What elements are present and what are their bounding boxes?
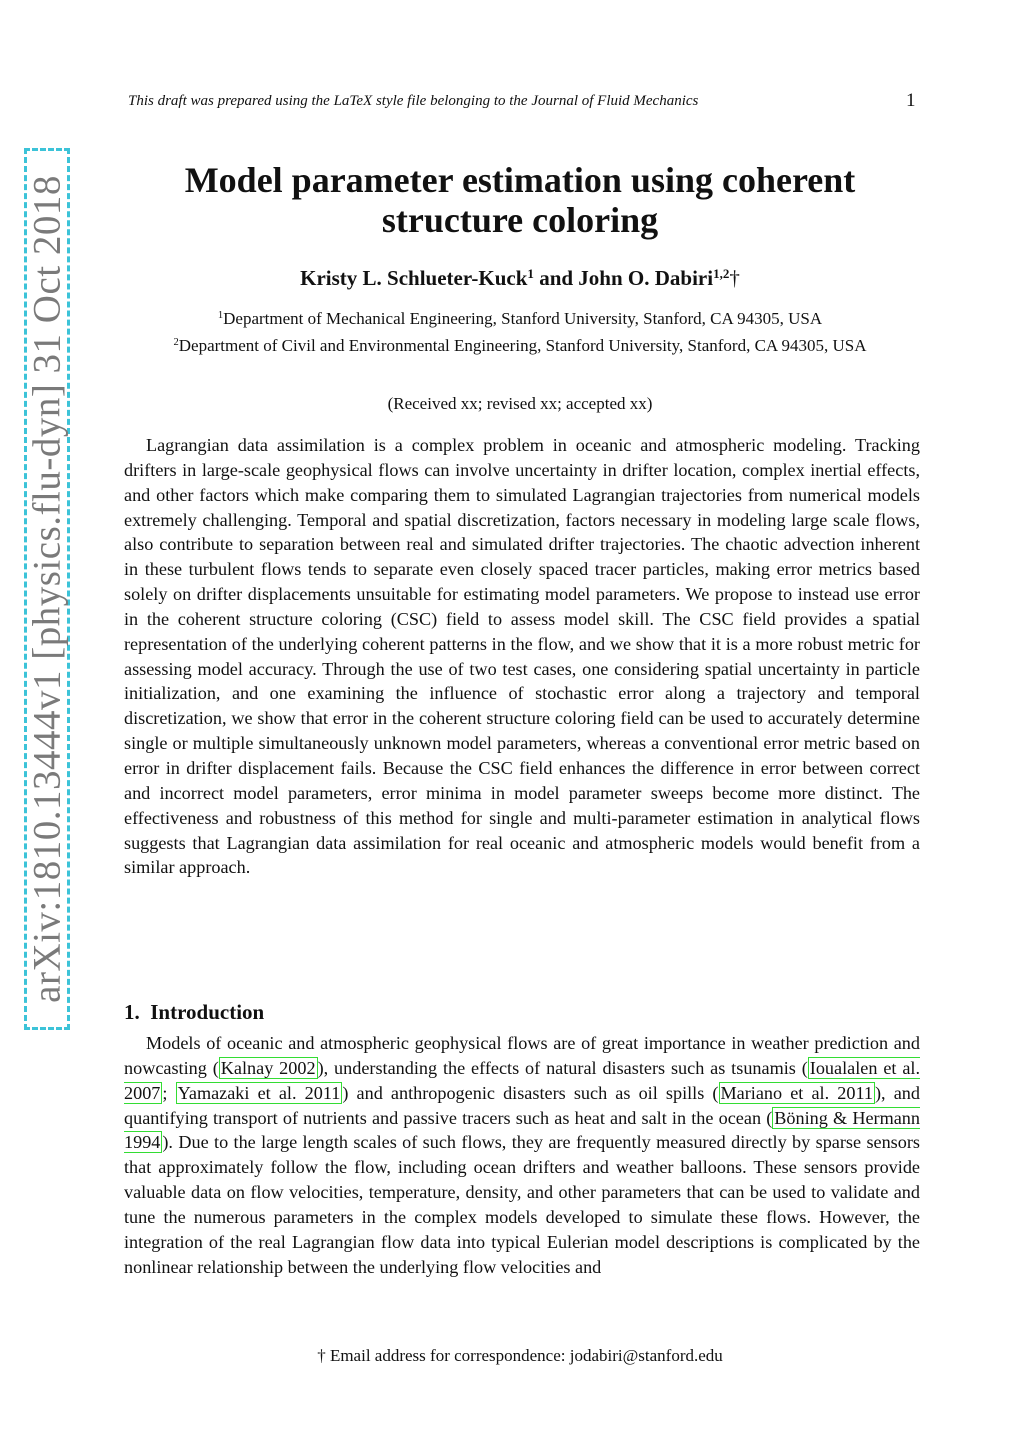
abstract: Lagrangian data assimilation is a complex problem in oceanic and atmospheric modeling. Tracking drifters in large-scale geophysical flows can involve uncertainty in drifter location, complex inertial effects, and other factors which make comparing them to simulated Lagrangian trajectories from numerical models extremely challenging. Temporal and spatial discretization, factors necessary in modeling large scale flows, also contribute to separation between real and simulated drifter trajectories. The chaotic advection inherent in these turbulent flows tends to separate even closely spaced tracer particles, making error metrics based solely on drifter displacements unsuitable for estimating model parameters. We propose to instead use error in the coherent structure coloring (CSC) field to assess model skill. The CSC field provides a spatial representation of the underlying coherent patterns in the flow, and we show that it is a more robust metric for assessing model accuracy. Through the use of two test cases, one considering spatial uncertainty in particle initialization, and one examining the influence of stochastic error along a trajectory and temporal discretization, we show that error in the coherent structure coloring field can be used to accurately determine single or multiple simultaneously unknown model parameters, whereas a conventional error metric based on error in drifter displacement fails. Because the CSC field enhances the difference in error between correct and incorrect model parameters, error minima in model parameter sweeps become more distinct. The effectiveness and robustness of this method for single and multi-parameter estimation in analytical flows suggests that Lagrangian data assimilation for real oceanic and atmospheric models would benefit from a similar approach. <box>124 435 920 878</box>
intro-text: ), understanding the effects of natural disasters such as tsunamis ( <box>317 1057 808 1078</box>
citation-link[interactable]: Mariano et al. 2011 <box>720 1082 873 1103</box>
citation-link[interactable]: Ioualalen et al. 2007 <box>124 1057 920 1103</box>
section-title: Introduction <box>150 1000 265 1024</box>
intro-text: ; <box>162 1082 176 1103</box>
author-2: John O. Dabiri <box>578 266 714 290</box>
affiliation-1-mark: 1 <box>217 310 224 322</box>
intro-paragraph <box>124 1031 920 1279</box>
running-head: This draft was prepared using the LaTeX style file belonging to the Journal of Fluid Mechanics <box>128 93 699 109</box>
title-line-2: structure coloring <box>381 200 659 240</box>
paper-title <box>120 160 920 240</box>
affiliation-1-text: Department of Mechanical Engineering, Stanford University, Stanford, CA 94305, USA <box>223 309 823 328</box>
section-heading <box>124 1000 264 1025</box>
page-number: 1 <box>906 90 916 111</box>
citation-link[interactable]: Kalnay 2002 <box>220 1057 316 1078</box>
author-2-affil-mark: 1,2 <box>713 265 730 281</box>
received-dates: (Received xx; revised xx; accepted xx) <box>387 394 653 413</box>
affiliation-1 <box>140 308 900 329</box>
footnote: † Email address for correspondence: jodabiri@stanford.edu <box>317 1346 723 1365</box>
affiliation-2-text: Department of Civil and Environmental Engineering, Stanford University, Stanford, CA 94305, USA <box>178 336 867 355</box>
affiliation-2-mark: 2 <box>173 337 179 349</box>
author-line <box>120 266 920 291</box>
intro-text: Models of oceanic and atmospheric geophysical flows are of great importance in weather prediction and nowcasting ( <box>124 1033 920 1078</box>
intro-text: ), and quantifying transport of nutrients and passive tracers such as heat and salt in the ocean ( <box>124 1082 920 1128</box>
intro-text: ) and anthropogenic disasters such as oil spills ( <box>342 1082 719 1103</box>
author-1: Kristy L. Schlueter-Kuck <box>300 266 528 290</box>
citation-link[interactable]: Yamazaki et al. 2011 <box>177 1082 341 1103</box>
section-number: 1. <box>124 1000 140 1024</box>
intro-text: ). Due to the large length scales of such flows, they are frequently measured directly by sparse sensors that approximately follow the flow, including ocean drifters and weather balloons. These sensors provide valuable data on flow velocities, temperature, density, and other parameters that can be used to validate and tune the numerous parameters in the complex models developed to simulate these flows. However, the integration of the real Lagrangian flow data into typical Eulerian model descriptions is complicated by the nonlinear relationship between the underlying flow velocities and <box>124 1132 920 1277</box>
title-line-1: Model parameter estimation using coherent <box>184 160 856 200</box>
arxiv-stamp <box>24 148 70 1030</box>
author-conjunction: and <box>533 266 579 290</box>
citation-link[interactable]: Böning & Hermann 1994 <box>124 1107 920 1153</box>
arxiv-stamp-text: arXiv:1810.13444v1 [physics.flu-dyn] 31 Oct 2018 <box>25 175 69 1003</box>
affiliation-2 <box>140 335 900 356</box>
corresponding-dagger: † <box>729 266 740 290</box>
author-1-affil-mark: 1 <box>527 265 534 281</box>
